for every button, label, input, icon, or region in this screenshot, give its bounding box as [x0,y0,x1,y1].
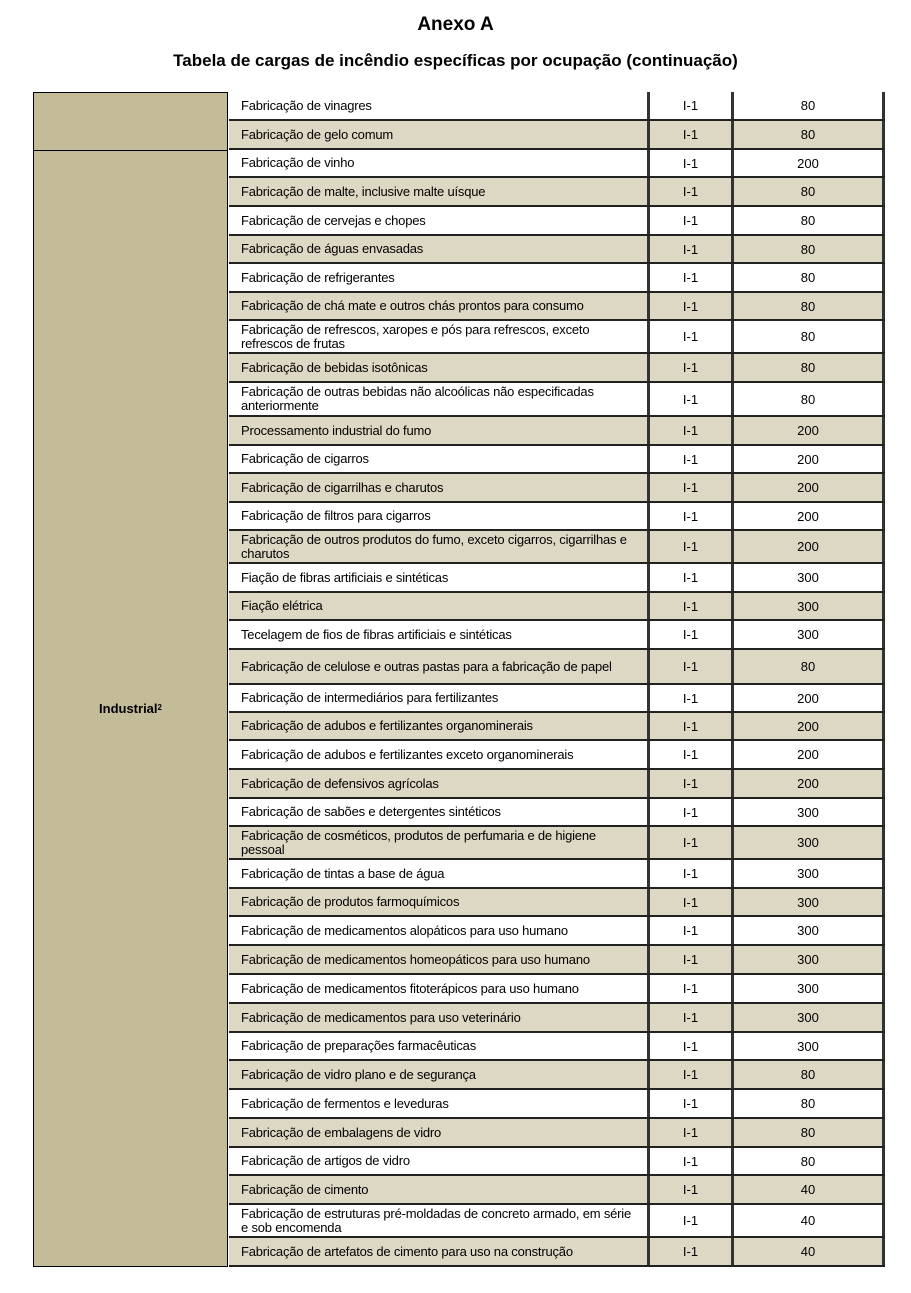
row-occupancy-code: I-1 [650,650,734,683]
row-fire-load-value: 80 [734,207,885,234]
row-occupancy-code: I-1 [650,770,734,797]
row-occupancy-code: I-1 [650,1119,734,1146]
row-description: Fabricação de medicamentos homeopáticos para uso humano [229,946,650,973]
group-cell-industrial [33,150,228,1267]
row-description: Fabricação de outras bebidas não alcoólicas não especificadas anteriormente [229,383,650,415]
row-description: Fabricação de vidro plano e de segurança [229,1061,650,1088]
table-row [229,178,885,207]
row-occupancy-code: I-1 [650,946,734,973]
row-description: Fabricação de medicamentos alopáticos para uso humano [229,917,650,944]
row-description: Fabricação de cimento [229,1176,650,1203]
row-occupancy-code: I-1 [650,531,734,562]
table-row [229,150,885,178]
row-description: Fabricação de cosméticos, produtos de perfumaria e de higiene pessoal [229,827,650,858]
row-description: Fabricação de celulose e outras pastas para a fabricação de papel [229,650,650,683]
row-fire-load-value: 300 [734,1004,885,1031]
row-description: Fabricação de medicamentos para uso veterinário [229,1004,650,1031]
row-description: Fabricação de adubos e fertilizantes organominerais [229,713,650,739]
row-occupancy-code: I-1 [650,713,734,739]
table-row [229,827,885,860]
table-row [229,264,885,293]
row-fire-load-value: 40 [734,1176,885,1203]
table-row [229,685,885,713]
row-fire-load-value: 80 [734,92,885,119]
row-occupancy-code: I-1 [650,685,734,711]
row-description: Fabricação de cigarros [229,446,650,472]
row-fire-load-value: 80 [734,121,885,148]
table-row [229,1176,885,1205]
row-occupancy-code: I-1 [650,207,734,234]
row-fire-load-value: 200 [734,770,885,797]
table-row [229,593,885,621]
row-occupancy-code: I-1 [650,1061,734,1088]
row-description: Fabricação de vinagres [229,92,650,119]
row-fire-load-value: 300 [734,917,885,944]
row-occupancy-code: I-1 [650,1176,734,1203]
row-fire-load-value: 80 [734,1090,885,1117]
table-row [229,321,885,354]
row-description: Fabricação de refrigerantes [229,264,650,291]
row-fire-load-value: 200 [734,474,885,501]
row-fire-load-value: 300 [734,799,885,825]
row-description: Processamento industrial do fumo [229,417,650,444]
table-row [229,293,885,321]
table-row [229,860,885,889]
row-description: Fabricação de cervejas e chopes [229,207,650,234]
table-row [229,1238,885,1267]
row-occupancy-code: I-1 [650,121,734,148]
row-fire-load-value: 80 [734,1119,885,1146]
row-fire-load-value: 200 [734,446,885,472]
row-description: Fabricação de embalagens de vidro [229,1119,650,1146]
row-occupancy-code: I-1 [650,1205,734,1236]
row-fire-load-value: 200 [734,713,885,739]
row-occupancy-code: I-1 [650,799,734,825]
row-fire-load-value: 80 [734,293,885,319]
table-row [229,650,885,685]
table-row [229,531,885,564]
row-occupancy-code: I-1 [650,264,734,291]
row-description: Fabricação de intermediários para fertilizantes [229,685,650,711]
table-row [229,354,885,383]
row-description: Fabricação de cigarrilhas e charutos [229,474,650,501]
table-row [229,770,885,799]
row-description: Fabricação de fermentos e leveduras [229,1090,650,1117]
row-fire-load-value: 200 [734,417,885,444]
table-row [229,889,885,917]
table-row [229,946,885,975]
table-row [229,1061,885,1090]
row-fire-load-value: 200 [734,531,885,562]
table-row [229,383,885,417]
table-row [229,799,885,827]
row-occupancy-code: I-1 [650,503,734,529]
table-row [229,417,885,446]
row-fire-load-value: 300 [734,975,885,1002]
table-row [229,503,885,531]
row-fire-load-value: 200 [734,503,885,529]
table-row [229,621,885,650]
row-occupancy-code: I-1 [650,564,734,591]
row-fire-load-value: 80 [734,321,885,352]
row-fire-load-value: 300 [734,889,885,915]
row-description: Tecelagem de fios de fibras artificiais e sintéticas [229,621,650,648]
row-description: Fabricação de chá mate e outros chás prontos para consumo [229,293,650,319]
row-fire-load-value: 200 [734,685,885,711]
row-fire-load-value: 300 [734,827,885,858]
row-fire-load-value: 80 [734,1061,885,1088]
row-occupancy-code: I-1 [650,741,734,768]
row-description: Fabricação de gelo comum [229,121,650,148]
row-description: Fabricação de artigos de vidro [229,1148,650,1174]
row-occupancy-code: I-1 [650,889,734,915]
row-occupancy-code: I-1 [650,321,734,352]
row-description: Fiação de fibras artificiais e sintéticas [229,564,650,591]
table-row [229,1004,885,1033]
table-row [229,564,885,593]
row-fire-load-value: 300 [734,1033,885,1059]
table-row [229,446,885,474]
row-fire-load-value: 80 [734,383,885,415]
row-description: Fabricação de águas envasadas [229,236,650,262]
row-fire-load-value: 80 [734,354,885,381]
row-occupancy-code: I-1 [650,474,734,501]
row-fire-load-value: 80 [734,264,885,291]
table-title: Tabela de cargas de incêndio específicas por ocupação (continuação) [173,51,738,70]
row-description: Fabricação de refrescos, xaropes e pós para refrescos, exceto refrescos de frutas [229,321,650,352]
group-footnote-marker: 2 [157,703,162,712]
table-row [229,1148,885,1176]
row-description: Fabricação de produtos farmoquímicos [229,889,650,915]
row-description: Fabricação de sabões e detergentes sintéticos [229,799,650,825]
table-row [229,207,885,236]
row-fire-load-value: 300 [734,946,885,973]
row-description: Fabricação de medicamentos fitoterápicos para uso humano [229,975,650,1002]
row-occupancy-code: I-1 [650,1004,734,1031]
row-occupancy-code: I-1 [650,92,734,119]
row-fire-load-value: 40 [734,1238,885,1265]
group-label: Industrial [99,701,158,716]
row-occupancy-code: I-1 [650,621,734,648]
row-occupancy-code: I-1 [650,1238,734,1265]
table-row [229,1119,885,1148]
row-occupancy-code: I-1 [650,178,734,205]
row-description: Fabricação de outros produtos do fumo, exceto cigarros, cigarrilhas e charutos [229,531,650,562]
row-occupancy-code: I-1 [650,827,734,858]
table-row [229,741,885,770]
row-occupancy-code: I-1 [650,1033,734,1059]
row-fire-load-value: 300 [734,621,885,648]
row-occupancy-code: I-1 [650,446,734,472]
row-description: Fabricação de artefatos de cimento para uso na construção [229,1238,650,1265]
group-cell-continued [33,92,228,151]
row-occupancy-code: I-1 [650,354,734,381]
table-row [229,474,885,503]
row-fire-load-value: 200 [734,741,885,768]
row-description: Fabricação de vinho [229,150,650,176]
row-occupancy-code: I-1 [650,917,734,944]
row-occupancy-code: I-1 [650,150,734,176]
table-row [229,975,885,1004]
row-fire-load-value: 80 [734,236,885,262]
row-occupancy-code: I-1 [650,860,734,887]
table-row [229,1090,885,1119]
row-description: Fabricação de bebidas isotônicas [229,354,650,381]
row-description: Fabricação de preparações farmacêuticas [229,1033,650,1059]
row-occupancy-code: I-1 [650,593,734,619]
row-fire-load-value: 300 [734,564,885,591]
table-row [229,121,885,150]
row-occupancy-code: I-1 [650,975,734,1002]
table-row [229,236,885,264]
row-occupancy-code: I-1 [650,293,734,319]
row-fire-load-value: 80 [734,1148,885,1174]
table-row [229,1205,885,1238]
row-occupancy-code: I-1 [650,1148,734,1174]
row-fire-load-value: 300 [734,593,885,619]
table-row [229,713,885,741]
row-occupancy-code: I-1 [650,236,734,262]
row-description: Fabricação de filtros para cigarros [229,503,650,529]
row-occupancy-code: I-1 [650,1090,734,1117]
row-occupancy-code: I-1 [650,417,734,444]
row-fire-load-value: 300 [734,860,885,887]
row-fire-load-value: 80 [734,650,885,683]
row-description: Fabricação de defensivos agrícolas [229,770,650,797]
row-description: Fabricação de malte, inclusive malte uísque [229,178,650,205]
row-fire-load-value: 80 [734,178,885,205]
table-row [229,1033,885,1061]
row-description: Fabricação de adubos e fertilizantes exceto organominerais [229,741,650,768]
row-description: Fabricação de estruturas pré-moldadas de concreto armado, em série e sob encomenda [229,1205,650,1236]
row-description: Fiação elétrica [229,593,650,619]
annex-title: Anexo A [417,14,494,35]
table-row [229,92,885,121]
row-occupancy-code: I-1 [650,383,734,415]
table-row [229,917,885,946]
row-fire-load-value: 40 [734,1205,885,1236]
row-fire-load-value: 200 [734,150,885,176]
row-description: Fabricação de tintas a base de água [229,860,650,887]
